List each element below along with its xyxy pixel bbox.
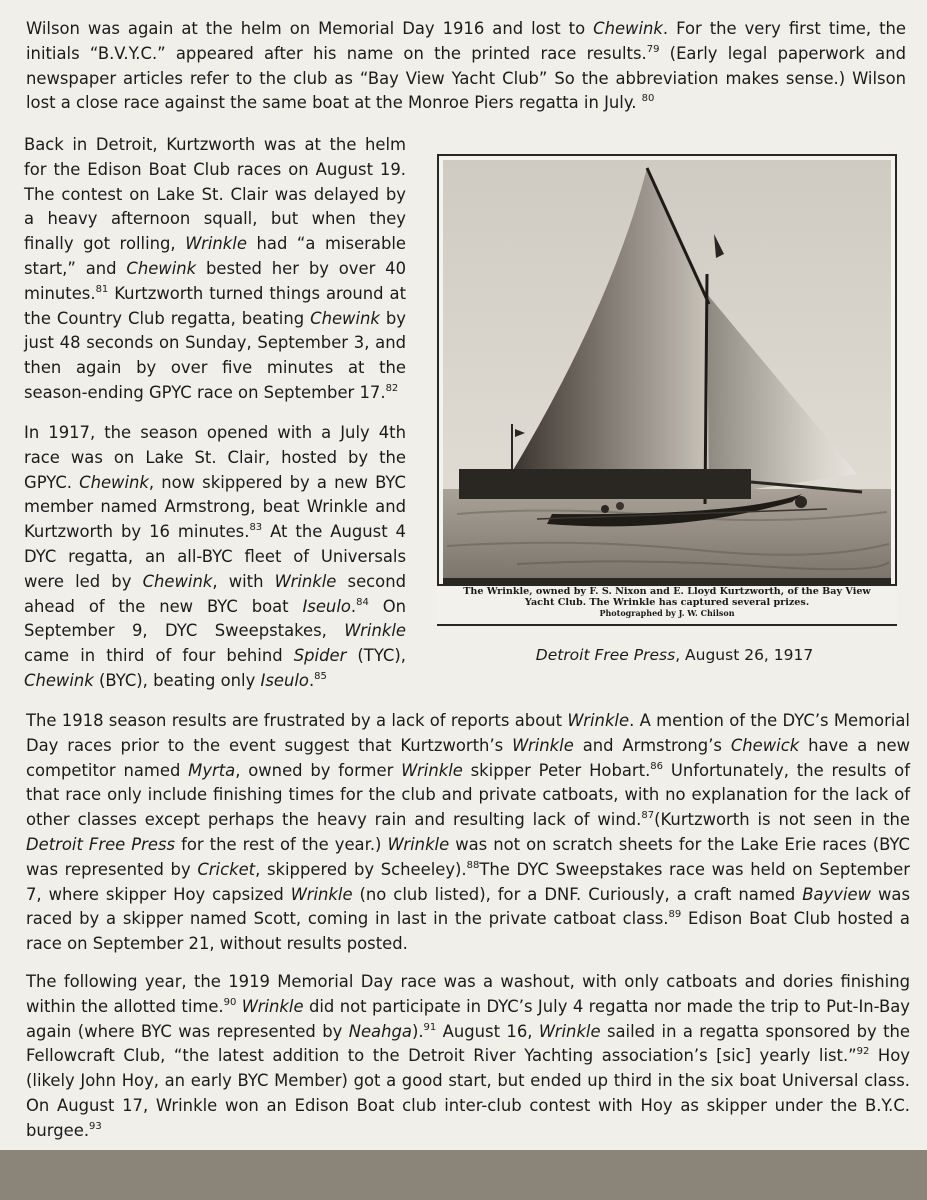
figure-caption bbox=[437, 644, 912, 666]
boat-name: Chewink bbox=[142, 571, 213, 591]
boat-name: Wrinkle bbox=[387, 834, 450, 854]
footnote-ref: 87 bbox=[641, 810, 655, 822]
text: have a new competitor named bbox=[26, 735, 910, 780]
text: did not participate in DYC’s July 4 regatta nor made the trip to Put-In-Bay again (where BYC was represented by bbox=[26, 996, 910, 1041]
text: came in third of four behind bbox=[24, 646, 294, 666]
text: . For the very first time, the initials “B.V.Y.C.” appeared after his name on the printed race results. bbox=[26, 19, 906, 63]
newspaper-name: Detroit Free Press bbox=[26, 834, 176, 854]
text: At the August 4 DYC regatta, an all-BYC fleet of Universals were led by bbox=[24, 522, 406, 591]
footnote-ref: 91 bbox=[423, 1021, 437, 1033]
text: , skippered by Scheeley). bbox=[255, 859, 467, 879]
boat-name: Bayview bbox=[802, 884, 872, 904]
boat-name: Neahga bbox=[348, 1021, 412, 1041]
text: In 1917, the season opened with a July 4th race was on Lake St. Clair, hosted by the GPYC. bbox=[24, 423, 406, 492]
footnote-ref: 92 bbox=[856, 1046, 870, 1058]
footnote-ref: 81 bbox=[95, 283, 109, 295]
boat-name: Chewink bbox=[24, 670, 94, 690]
text: August 16, bbox=[436, 1021, 539, 1041]
text: , now skippered by a new BYC member named Armstrong, beat Wrinkle and Kurtzworth by 16 minutes. bbox=[24, 472, 406, 542]
text: The following year, the 1919 Memorial Day race was a washout, with only catboats and dories finishing within the allotted time. bbox=[26, 972, 910, 1016]
text: . bbox=[308, 670, 315, 690]
photo-caption-text bbox=[437, 586, 897, 619]
text: On September 9, DYC Sweepstakes, bbox=[24, 596, 406, 641]
text: had “a miserable start,” and bbox=[24, 234, 406, 278]
footnote-ref: 89 bbox=[668, 909, 682, 921]
boat-name: Chewick bbox=[730, 735, 800, 755]
text: (no club listed), for a DNF. Curiously, a craft named bbox=[352, 884, 803, 904]
footer-bar bbox=[0, 1150, 927, 1200]
footnote-ref: 88 bbox=[466, 859, 480, 871]
paragraph-1916-memorial-day bbox=[26, 17, 906, 116]
footnote-ref: 90 bbox=[223, 996, 237, 1008]
boat-name: Wrinkle bbox=[274, 571, 337, 591]
text: The DYC Sweepstakes race was held on September 7, where skipper Hoy capsized bbox=[26, 859, 910, 904]
text: , owned by former bbox=[235, 760, 402, 780]
photo-caption-line: The Wrinkle, owned by F. S. Nixon and E. Lloyd Kurtzworth, of the Bay View bbox=[463, 586, 871, 597]
footnote-ref: 86 bbox=[650, 760, 664, 772]
boat-name: Wrinkle bbox=[290, 884, 353, 904]
text: by just 48 seconds on Sunday, September 3, and then again by over five minutes at the season-ending GPYC race on September 17. bbox=[24, 308, 406, 402]
text: skipper Peter Hobart. bbox=[462, 760, 651, 780]
text: , with bbox=[212, 571, 275, 591]
photo-credit: Photographed by J. W. Chilson bbox=[599, 608, 735, 618]
text: . bbox=[350, 596, 357, 616]
text: second ahead of the new BYC boat bbox=[24, 571, 407, 616]
footnote-ref: 84 bbox=[356, 596, 369, 608]
text: Edison Boat Club hosted a race on September 21, without results posted. bbox=[26, 909, 910, 954]
text: (BYC), beating only bbox=[93, 670, 261, 690]
text: Kurtzworth turned things around at the Country Club regatta, beating bbox=[24, 283, 406, 328]
caption-date: , August 26, 1917 bbox=[675, 646, 814, 664]
text: bested her by over 40 minutes. bbox=[24, 258, 406, 303]
paragraph-1918-season bbox=[26, 709, 910, 957]
boat-name: Chewink bbox=[126, 258, 197, 278]
boat-name: Cricket bbox=[197, 859, 256, 879]
footnote-ref: 83 bbox=[249, 522, 263, 534]
boat-name: Wrinkle bbox=[185, 234, 247, 254]
boat-name: Wrinkle bbox=[512, 735, 574, 755]
wrinkle-sailboat-photo bbox=[437, 154, 897, 629]
footnote-ref: 79 bbox=[646, 43, 660, 55]
paragraph-detroit-1916 bbox=[24, 133, 406, 406]
text: Back in Detroit, Kurtzworth was at the helm for the Edison Boat Club races on August 19. The contest on Lake St. Clair was delayed by a heavy afternoon squall, but when they finally got rolling, bbox=[24, 135, 406, 254]
text: ). bbox=[411, 1021, 424, 1041]
boat-name: Iseulo bbox=[260, 670, 309, 690]
text: The 1918 season results are frustrated by a lack of reports about bbox=[26, 711, 568, 730]
text: (Kurtzworth is not seen in the bbox=[654, 810, 910, 830]
text: sailed in a regatta sponsored by the Fellowcraft Club, “the latest addition to the Detroit River Yachting association’s [sic] yearly list.” bbox=[26, 1021, 910, 1066]
boat-name: Chewink bbox=[310, 308, 380, 328]
boat-name: Myrta bbox=[188, 760, 236, 780]
text: was not on scratch sheets for the Lake Erie races (BYC was represented by bbox=[26, 834, 911, 879]
paragraph-1917-season bbox=[24, 421, 406, 694]
text: . A mention of the DYC’s Memorial Day races prior to the event suggest that Kurtzworth’s bbox=[26, 711, 910, 755]
boat-name: Wrinkle bbox=[567, 711, 630, 730]
text: for the rest of the year.) bbox=[175, 834, 388, 854]
footnote-ref: 93 bbox=[89, 1120, 102, 1132]
text: and Armstrong’s bbox=[573, 735, 731, 755]
footnote-ref: 82 bbox=[385, 382, 399, 394]
boat-name: Chewink bbox=[593, 19, 663, 38]
boat-name: Iseulo bbox=[302, 596, 351, 616]
boat-name: Wrinkle bbox=[241, 996, 304, 1016]
boat-name: Wrinkle bbox=[401, 760, 463, 780]
footnote-ref: 85 bbox=[314, 670, 327, 682]
text: Hoy (likely John Hoy, an early BYC Member) got a good start, but ended up third in the six boat Universal class. On August 17, Wrinkle won an Edison Boat club inter-club contest with Hoy as skipper under the B.Y.C. burgee. bbox=[26, 1046, 910, 1140]
paragraph-1919-season bbox=[26, 970, 910, 1144]
footnote-ref: 80 bbox=[641, 93, 655, 105]
text: (TYC), bbox=[346, 646, 406, 666]
text: (Early legal paperwork and newspaper articles refer to the club as “Bay View Yacht Club” So the abbreviation makes sense.) Wilson lost a close race against the same boat at the Monroe Piers regatta in July. bbox=[26, 43, 906, 113]
boat-name: Chewink bbox=[79, 472, 149, 492]
caption-source: Detroit Free Press bbox=[535, 646, 676, 664]
text: Wilson was again at the helm on Memorial Day 1916 and lost to bbox=[26, 19, 594, 38]
wrinkle-photo-figure bbox=[437, 154, 897, 629]
boat-name: Spider bbox=[293, 646, 347, 666]
boat-name: Wrinkle bbox=[538, 1021, 601, 1041]
boat-name: Wrinkle bbox=[344, 621, 406, 641]
text: Unfortunately, the results of that race only include finishing times for the club and private catboats, with no explanation for the lack of other classes except perhaps the heavy rain and resulting lack of wind. bbox=[26, 760, 910, 830]
text: was raced by a skipper named Scott, coming in last in the private catboat class. bbox=[26, 884, 910, 929]
photo-caption-line: Yacht Club. The Wrinkle has captured several prizes. bbox=[524, 597, 810, 608]
